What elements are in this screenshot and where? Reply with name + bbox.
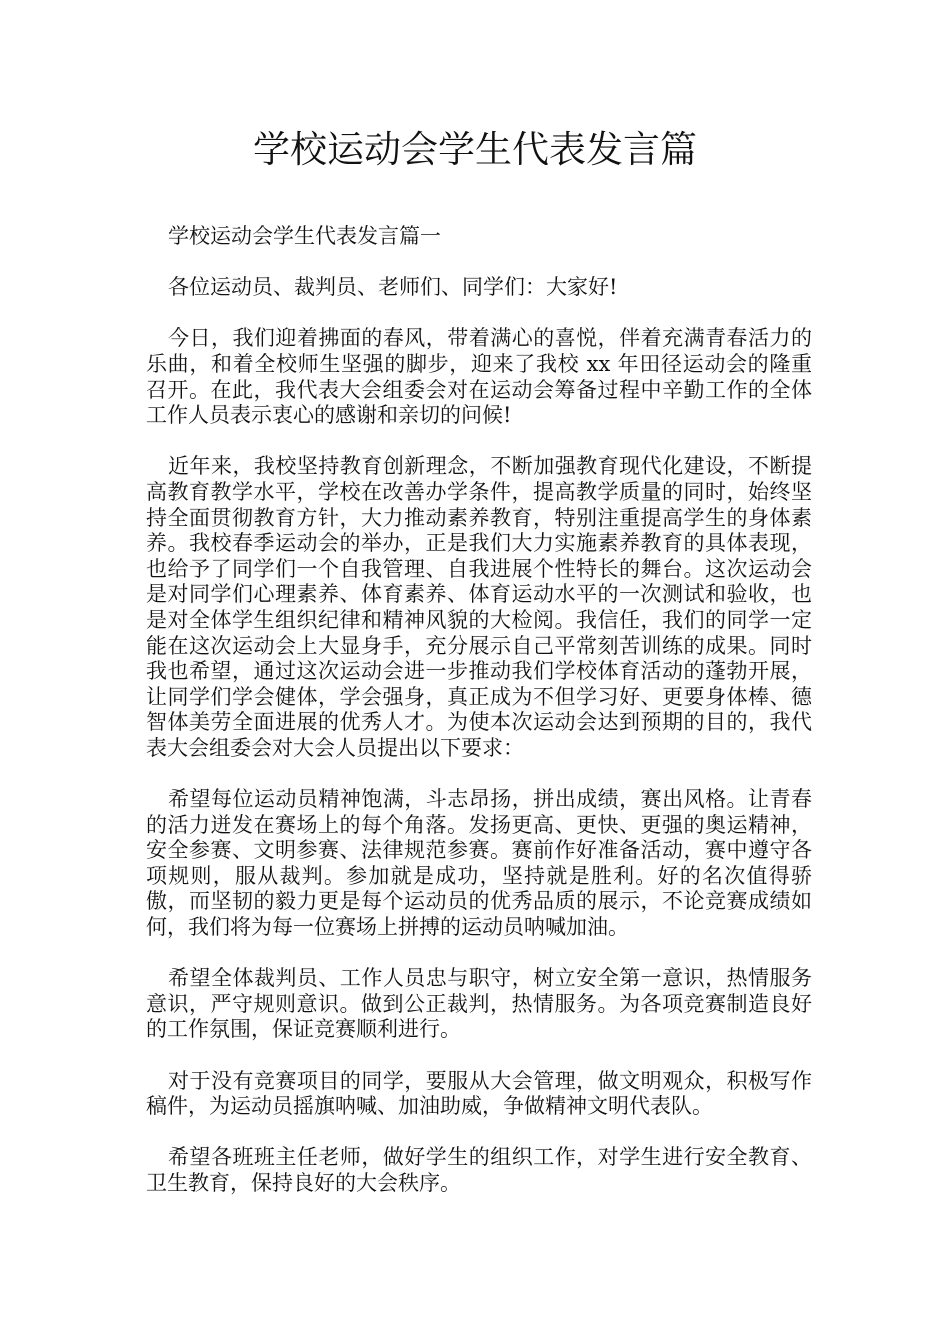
paragraph: 希望各班班主任老师，做好学生的组织工作，对学生进行安全教育、卫生教育，保持良好的大会秩序。	[146, 1145, 812, 1195]
salutation: 各位运动员、裁判员、老师们、同学们：大家好!	[168, 275, 618, 300]
paragraph: 对于没有竞赛项目的同学，要服从大会管理，做文明观众，积极写作稿件，为运动员摇旗呐喊、加油助威，争做精神文明代表队。	[146, 1068, 812, 1119]
section-heading: 学校运动会学生代表发言篇一	[168, 224, 441, 248]
paragraph: 希望全体裁判员、工作人员忠与职守，树立安全第一意识，热情服务意识，严守规则意识。做到公正裁判，热情服务。为各项竞赛制造良好的工作氛围，保证竞赛顺利进行。	[146, 966, 812, 1042]
paragraph: 近年来，我校坚持教育创新理念，不断加强教育现代化建设，不断提高教育教学水平，学校在改善办学条件，提高教学质量的同时，始终坚持全面贯彻教育方针，大力推动素养教育，特别注重提高学生的身体素养。我校春季运动会的举办，正是我们大力实施素养教育的具体表现，也给予了同学们一个自我管理、自我进展个性特长的舞台。这次运动会是对同学们心理素养、体育素养、体育运动水平的一次测试和验收，也是对全体学生组织纪律和精神风貌的大检阅。我信任，我们的同学一定能在这次运动会上大显身手，充分展示自己平常刻苦训练的成果。同时我也希望，通过这次运动会进一步推动我们学校体育活动的蓬勃开展，让同学们学会健体，学会强身，真正成为不但学习好、更要身体棒、德智体美劳全面进展的优秀人才。为使本次运动会达到预期的目的，我代表大会组委会对大会人员提出以下要求：	[146, 454, 812, 760]
paragraph: 今日，我们迎着拂面的春风，带着满心的喜悦，伴着充满青春活力的乐曲，和着全校师生坚强的脚步，迎来了我校 xx 年田径运动会的隆重召开。在此，我代表大会组委会对在运动会筹备过程中辛勤工作的全体工作人员表示衷心的感谢和亲切的问候!	[146, 326, 812, 428]
document-title: 学校运动会学生代表发言篇	[253, 128, 697, 171]
paragraph: 希望每位运动员精神饱满，斗志昂扬，拼出成绩，赛出风格。让青春的活力迸发在赛场上的每个角落。发扬更高、更快、更强的奥运精神，安全参赛、文明参赛、法律规范参赛。赛前作好准备活动，赛中遵守各项规则，服从裁判。参加就是成功，坚持就是胜利。好的名次值得骄傲，而坚韧的毅力更是每个运动员的优秀品质的展示，不论竞赛成绩如何，我们将为每一位赛场上拼搏的运动员呐喊加油。	[146, 787, 812, 940]
document-body	[146, 224, 812, 1222]
